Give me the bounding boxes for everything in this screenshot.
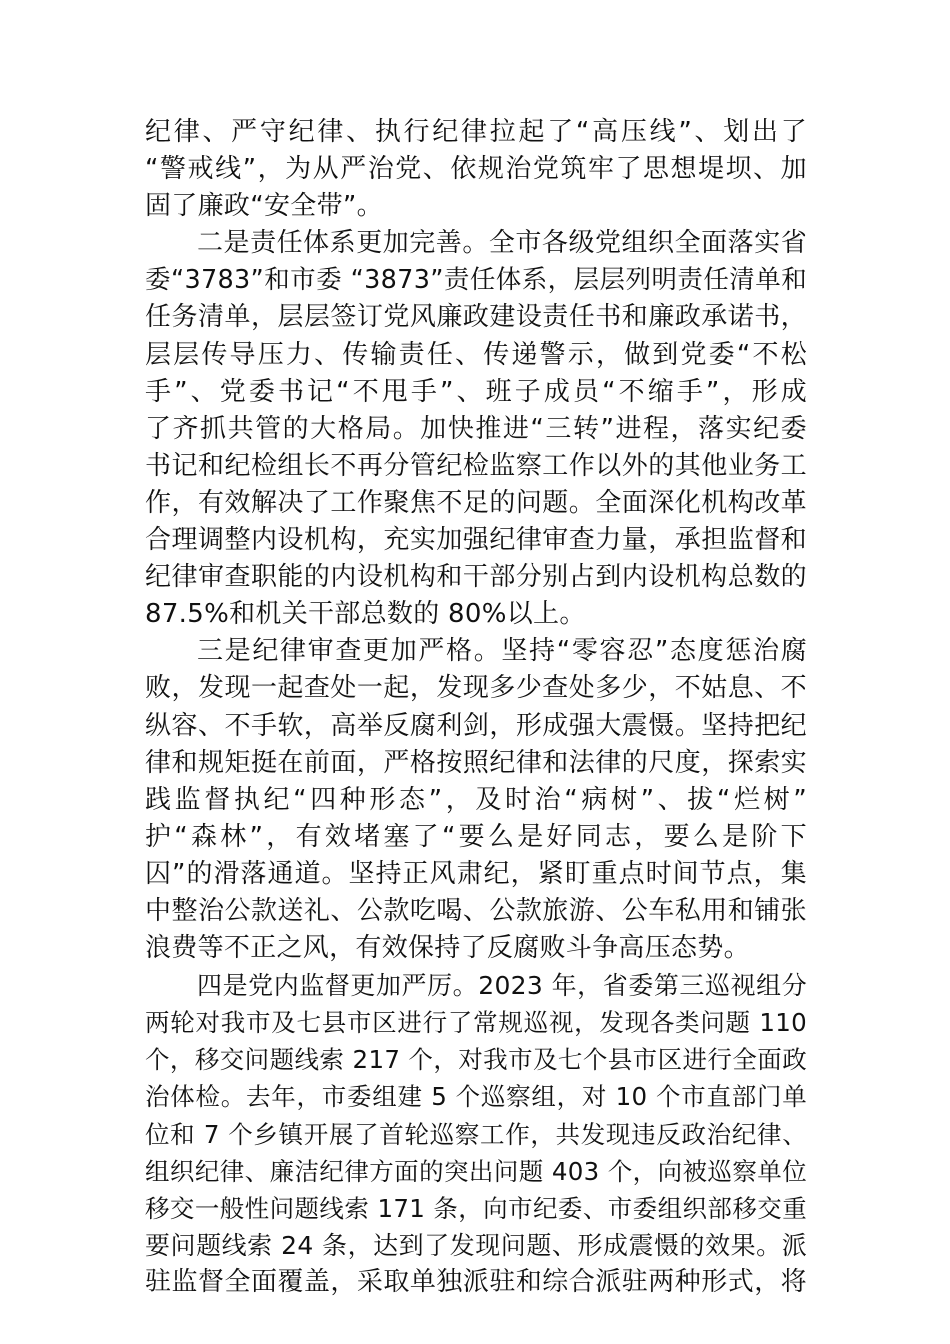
text-line: 合理调整内设机构，充实加强纪律审查力量，承担监督和	[145, 525, 807, 556]
text-line: 作，有效解决了工作聚焦不足的问题。全面深化机构改革	[145, 487, 807, 518]
text-line: 践监督执纪“四种形态”，及时治“病树”、拔“烂树”	[145, 784, 807, 815]
text-line: 纪律、严守纪律、执行纪律拉起了“高压线”、划出了	[145, 117, 807, 147]
body-text	[145, 114, 807, 1301]
text-line: 任务清单，层层签订党风廉政建设责任书和廉政承诺书，	[145, 302, 807, 333]
paragraph-end-line: 87.5%和机关干部总数的 80%以上。	[145, 599, 586, 630]
text-line: 纵容、不手软，高举反腐利剑，形成强大震慑。坚持把纪	[145, 710, 807, 741]
text-line: 囚”的滑落通道。坚持正风肃纪，紧盯重点时间节点，集	[145, 858, 807, 889]
text-line: 位和 7 个乡镇开展了首轮巡察工作，共发现违反政治纪律、	[145, 1119, 807, 1149]
text-line: 治体检。去年，市委组建 5 个巡察组，对 10 个市直部门单	[145, 1082, 807, 1112]
paragraph-end-line: 浪费等不正之风，有效保持了反腐败斗争高压态势。	[145, 933, 750, 964]
paragraph-start-line: 四是党内监督更加严厉。2023 年，省委第三巡视组分	[197, 971, 807, 1001]
text-line: 组织纪律、廉洁纪律方面的突出问题 403 个，向被巡察单位	[145, 1156, 807, 1186]
text-line: 手”、党委书记“不甩手”、班子成员“不缩手”，形成	[145, 376, 807, 407]
text-line: 中整治公款送礼、公款吃喝、公款旅游、公车私用和铺张	[145, 895, 807, 926]
text-line: 个，移交问题线索 217 个，对我市及七个县市区进行全面政	[145, 1045, 807, 1075]
text-line: 律和规矩挺在前面，严格按照纪律和法律的尺度，探索实	[145, 747, 807, 778]
text-line: 要问题线索 24 条，达到了发现问题、形成震慑的效果。派	[145, 1230, 807, 1260]
text-line: 移交一般性问题线索 171 条，向市纪委、市委组织部移交重	[145, 1193, 807, 1223]
text-line: 了齐抓共管的大格局。加快推进“三转”进程，落实纪委	[145, 413, 807, 444]
text-line: 驻监督全面覆盖，采取单独派驻和综合派驻两种形式，将	[145, 1266, 807, 1297]
text-line: 纪律审查职能的内设机构和干部分别占到内设机构总数的	[145, 562, 807, 593]
text-line: 败，发现一起查处一起，发现多少查处多少，不姑息、不	[145, 673, 807, 704]
text-line: 两轮对我市及七县市区进行了常规巡视，发现各类问题 110	[145, 1008, 807, 1038]
text-line: “警戒线”，为从严治党、依规治党筑牢了思想堤坝、加	[145, 154, 807, 185]
text-line: 层层传导压力、传输责任、传递警示，做到党委“不松	[145, 339, 807, 370]
text-line: 书记和纪检组长不再分管纪检监察工作以外的其他业务工	[145, 450, 807, 481]
paragraph-start-line: 二是责任体系更加完善。全市各级党组织全面落实省	[197, 228, 807, 259]
text-line: 委“3783”和市委 “3873”责任体系，层层列明责任清单和	[145, 265, 807, 296]
paragraph-end-line: 固了廉政“安全带”。	[145, 191, 383, 222]
text-line: 护“森林”，有效堵塞了“要么是好同志，要么是阶下	[145, 821, 807, 852]
paragraph-start-line: 三是纪律审查更加严格。坚持“零容忍”态度惩治腐	[197, 636, 807, 667]
